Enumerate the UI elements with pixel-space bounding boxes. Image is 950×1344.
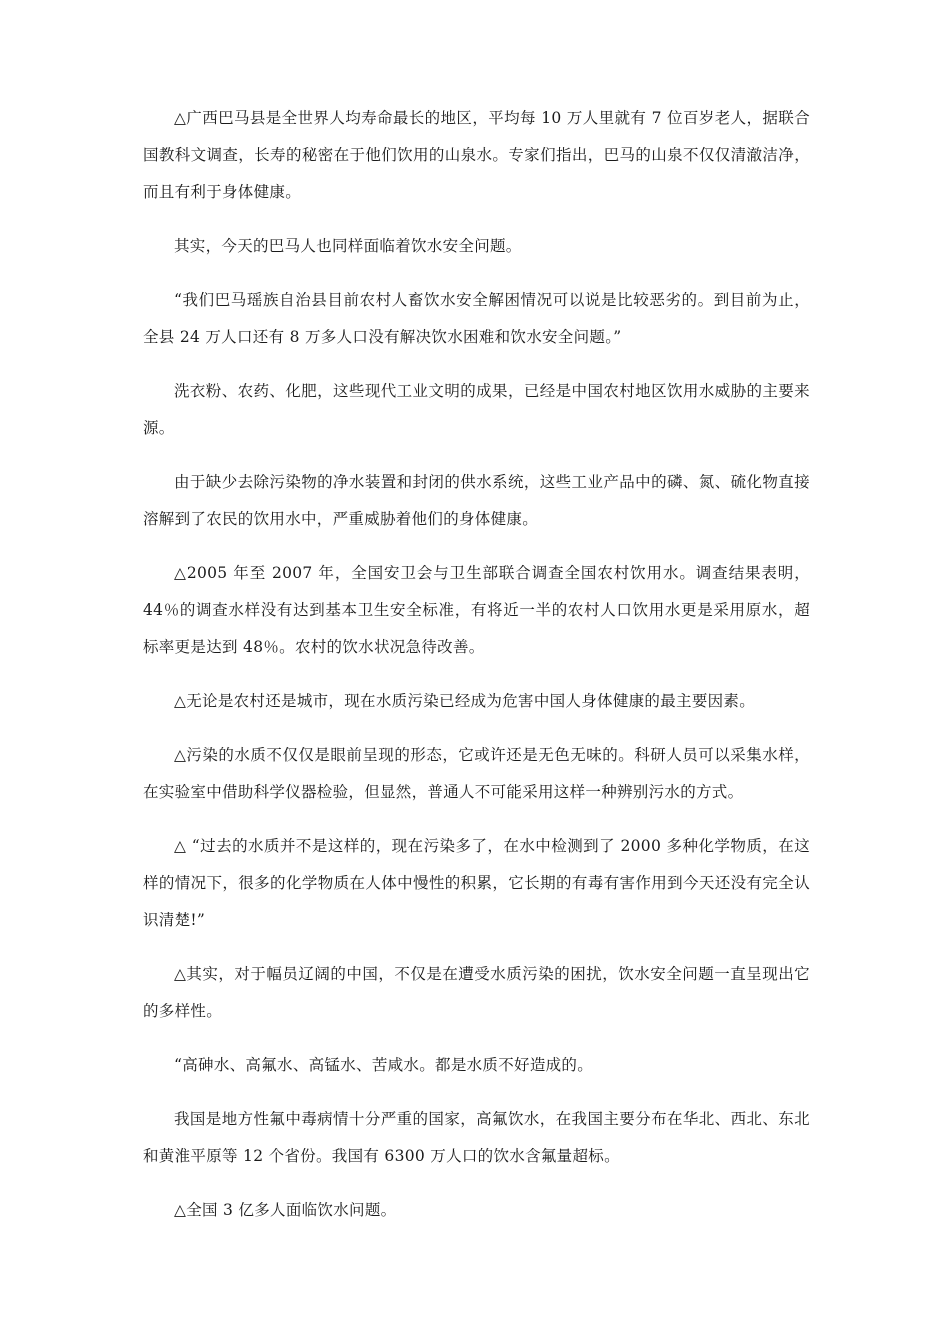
paragraph-7: △无论是农村还是城市，现在水质污染已经成为危害中国人身体健康的最主要因素。 xyxy=(174,692,756,710)
paragraph-9: △ “过去的水质并不是这样的，现在污染多了，在水中检测到了 2000 多种化学物质，在这样的情况下，很多的化学物质在人体中慢性的积累，它长期的有毒有害作用到今天还没有完全认识清楚!” xyxy=(143,837,810,929)
paragraph-11: “高砷水、高氟水、高锰水、苦咸水。都是水质不好造成的。 xyxy=(174,1056,594,1074)
paragraph-1: △广西巴马县是全世界人均寿命最长的地区，平均每 10 万人里就有 7 位百岁老人，据联合国教科文调查，长寿的秘密在于他们饮用的山泉水。专家们指出，巴马的山泉不仅仅清澈洁净，而且有利于身体健康。 xyxy=(143,109,810,201)
paragraph-6: △2005 年至 2007 年，全国安卫会与卫生部联合调查全国农村饮用水。调查结果表明，44％的调查水样没有达到基本卫生安全标准，有将近一半的农村人口饮用水更是采用原水，超标率更是达到 48％。农村的饮水状况急待改善。 xyxy=(143,564,810,656)
paragraph-10: △其实，对于幅员辽阔的中国，不仅是在遭受水质污染的困扰，饮水安全问题一直呈现出它的多样性。 xyxy=(143,965,810,1020)
paragraph-4: 洗衣粉、农药、化肥，这些现代工业文明的成果，已经是中国农村地区饮用水威胁的主要来源。 xyxy=(143,382,810,437)
paragraph-3: “我们巴马瑶族自治县目前农村人畜饮水安全解困情况可以说是比较恶劣的。到目前为止，全县 24 万人口还有 8 万多人口没有解决饮水困难和饮水安全问题。” xyxy=(143,291,810,346)
paragraph-5: 由于缺少去除污染物的净水装置和封闭的供水系统，这些工业产品中的磷、氮、硫化物直接溶解到了农民的饮用水中，严重威胁着他们的身体健康。 xyxy=(143,473,810,528)
document-body xyxy=(143,100,810,1246)
paragraph-8: △污染的水质不仅仅是眼前呈现的形态，它或许还是无色无味的。科研人员可以采集水样，在实验室中借助科学仪器检验，但显然，普通人不可能采用这样一种辨别污水的方式。 xyxy=(143,746,810,801)
paragraph-12: 我国是地方性氟中毒病情十分严重的国家，高氟饮水，在我国主要分布在华北、西北、东北和黄淮平原等 12 个省份。我国有 6300 万人口的饮水含氟量超标。 xyxy=(143,1110,810,1165)
paragraph-2: 其实，今天的巴马人也同样面临着饮水安全问题。 xyxy=(174,237,522,255)
paragraph-13: △全国 3 亿多人面临饮水问题。 xyxy=(174,1201,397,1219)
